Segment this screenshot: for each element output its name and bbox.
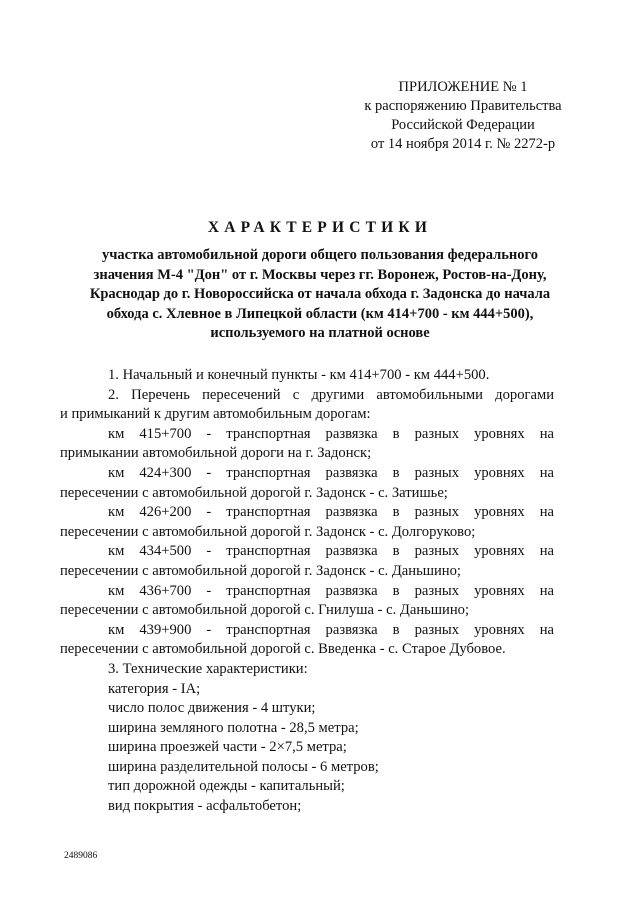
subtitle-line: значения М-4 "Дон" от г. Москвы через гг. Воронеж, Ростов-на-Дону, (93, 266, 547, 283)
appendix-authority: Российской Федерации (391, 117, 535, 133)
technical-item: ширина разделительной полосы - 6 метров; (108, 758, 379, 775)
intersection-item-cont: пересечении с автомобильной дорогой г. Задонск - с. Долгоруково; (60, 523, 476, 540)
paragraph-endpoints: 1. Начальный и конечный пункты - км 414+700 - км 444+500. (108, 367, 490, 383)
intersection-item: км 424+300 - транспортная развязка в разных уровнях на (108, 464, 554, 481)
subtitle-line: участка автомобильной дороги общего пользования федерального (101, 247, 538, 263)
intersection-item: км 439+900 - транспортная развязка в разных уровнях на (108, 621, 554, 638)
intersection-item-cont: примыкании автомобильной дороги на г. Задонск; (60, 445, 372, 462)
appendix-ref: к распоряжению Правительства (364, 98, 562, 114)
intersection-item: км 434+500 - транспортная развязка в разных уровнях на (108, 543, 554, 560)
intersection-item-cont: пересечении с автомобильной дорогой с. Гнилуша - с. Даньшино; (60, 602, 469, 619)
intersection-item-cont: пересечении с автомобильной дорогой г. Задонск - с. Даньшино; (60, 562, 461, 579)
paragraph-intersections-cont: и примыканий к другим автомобильным дорогам: (60, 406, 371, 423)
subtitle-line: используемого на платной основе (210, 325, 430, 342)
document-body (60, 366, 554, 817)
paragraph-intersections: 2. Перечень пересечений с другими автомобильными дорогами (108, 386, 554, 403)
subtitle-line: Краснодар до г. Новороссийска от начала обхода г. Задонска до начала (89, 286, 551, 303)
technical-item: число полос движения - 4 штуки; (108, 700, 316, 717)
document-subtitle (60, 246, 580, 344)
appendix-header (343, 78, 583, 154)
technical-item: вид покрытия - асфальтобетон; (108, 798, 302, 815)
technical-item: ширина земляного полотна - 28,5 метра; (108, 719, 359, 736)
technical-item: ширина проезжей части - 2×7,5 метра; (108, 739, 347, 756)
technical-item: категория - IА; (108, 680, 201, 697)
technical-item: тип дорожной одежды - капитальный; (108, 778, 345, 795)
intersection-item: км 426+200 - транспортная развязка в разных уровнях на (108, 504, 554, 521)
paragraph-technical: 3. Технические характеристики: (108, 660, 308, 677)
intersection-item-cont: пересечении с автомобильной дорогой с. Введенка - с. Старое Дубовое. (60, 641, 506, 658)
intersection-item: км 415+700 - транспортная развязка в разных уровнях на (108, 425, 554, 442)
document-title: ХАРАКТЕРИСТИКИ (207, 219, 433, 236)
subtitle-line: обхода с. Хлевное в Липецкой области (км 414+700 - км 444+500), (106, 305, 534, 322)
intersection-item-cont: пересечении с автомобильной дорогой г. Задонск - с. Затишье; (60, 484, 448, 501)
appendix-number: ПРИЛОЖЕНИЕ № 1 (398, 79, 528, 95)
intersection-item: км 436+700 - транспортная развязка в разных уровнях на (108, 582, 554, 599)
document-number: 2489086 (64, 851, 98, 861)
appendix-date: от 14 ноября 2014 г. № 2272-р (370, 136, 556, 152)
